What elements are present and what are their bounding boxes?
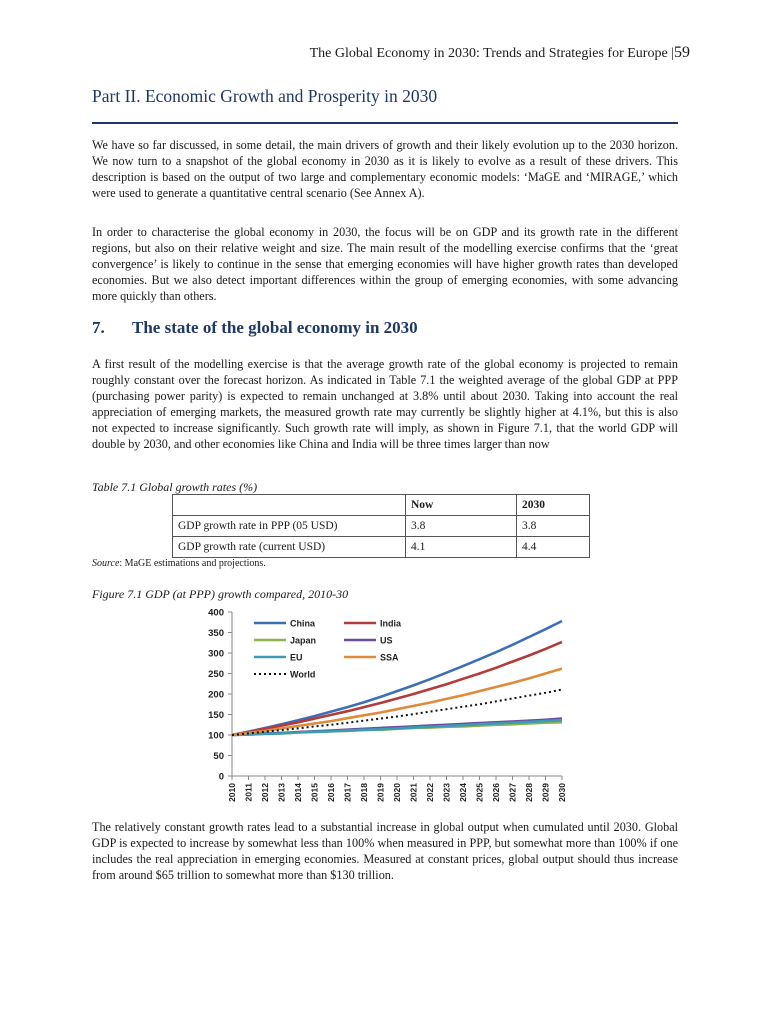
intro-paragraph-2: In order to characterise the global economy in 2030, the focus will be on GDP and its growth rate in the different regions, but also on their relative weight and size. The main result of the modelling exercise confirms that the ‘great convergence’ is likely to continue in the sense that emerging economies will have higher growth rates than developed economies. But we also detect important differences within the group of emerging economies, with some advancing more quickly than others. xyxy=(92,225,678,303)
legend-label: China xyxy=(290,618,316,629)
x-tick-label: 2016 xyxy=(326,783,336,802)
section-title-text: The state of the global economy in 2030 xyxy=(132,318,418,337)
legend-label: EU xyxy=(290,652,303,663)
source-text: : MaGE estimations and projections. xyxy=(119,558,266,569)
part-title: Part II. Economic Growth and Prosperity in 2030 xyxy=(92,86,438,106)
table-cell: 3.8 xyxy=(406,516,517,537)
y-tick-label: 50 xyxy=(213,751,224,762)
source-label: Source xyxy=(92,558,120,569)
legend-label: SSA xyxy=(380,652,399,663)
intro-paragraph-1: We have so far discussed, in some detail, the main drivers of growth and their likely evolution up to the 2030 horizon. We now turn to a snapshot of the global economy in 2030 as it is likely to evolve as a result of these drivers. This description is based on the output of two large and complementary economic models: ‘MaGE and ‘MIRAGE,’ which were used to generate a quantitative central scenario (See Annex A). xyxy=(92,138,678,200)
x-tick-label: 2024 xyxy=(458,783,468,802)
y-tick-label: 200 xyxy=(208,689,224,701)
x-tick-label: 2018 xyxy=(359,783,369,802)
x-tick-label: 2028 xyxy=(524,783,534,802)
running-title: The Global Economy in 2030: Trends and Strategies for Europe | xyxy=(309,46,674,61)
section-title xyxy=(92,318,418,338)
table-cell: 4.1 xyxy=(406,537,517,558)
x-tick-label: 2010 xyxy=(227,783,237,802)
y-tick-label: 350 xyxy=(208,628,224,639)
table-cell: GDP growth rate (current USD) xyxy=(173,537,406,558)
running-header xyxy=(310,44,690,62)
x-tick-label: 2013 xyxy=(276,783,287,802)
x-tick-label: 2019 xyxy=(375,783,386,802)
table-cell: 4.4 xyxy=(517,537,590,558)
x-tick-label: 2025 xyxy=(474,783,485,802)
figure-caption: Figure 7.1 GDP (at PPP) growth compared, 2010-30 xyxy=(92,587,349,601)
x-tick-label: 2023 xyxy=(441,783,452,802)
x-tick-label: 2020 xyxy=(392,783,402,802)
page-number: 59 xyxy=(674,44,690,61)
legend-label: Japan xyxy=(290,635,317,646)
y-tick-label: 150 xyxy=(208,710,224,721)
table-source xyxy=(92,558,266,569)
y-tick-label: 400 xyxy=(208,607,224,619)
closing-paragraph: The relatively constant growth rates lead to a substantial increase in global output when cumulated until 2030. Global GDP is expected to increase by somewhat less than 100% when measured in PPP, but somewhat more than 100% if one includes the real appreciation in emerging economies. Measured at constant prices, global output should thus increase from around $65 trillion to somewhat more than $130 trillion. xyxy=(92,820,678,882)
table-cell: 3.8 xyxy=(517,516,590,537)
table-row xyxy=(173,537,590,558)
y-tick-label: 100 xyxy=(208,730,224,742)
x-tick-label: 2017 xyxy=(342,783,353,802)
x-tick-label: 2014 xyxy=(293,783,303,802)
table-header-cell: 2030 xyxy=(517,495,590,516)
y-tick-label: 0 xyxy=(218,771,224,783)
legend-label: World xyxy=(290,669,316,680)
x-tick-label: 2026 xyxy=(491,783,501,802)
title-rule xyxy=(92,122,678,124)
x-tick-label: 2029 xyxy=(540,783,551,802)
y-tick-label: 250 xyxy=(208,669,224,680)
table-row xyxy=(173,516,590,537)
growth-rates-table xyxy=(172,494,590,558)
legend-label: India xyxy=(380,618,402,629)
series-line-china xyxy=(232,618,562,735)
section-paragraph-1: A first result of the modelling exercise is that the average growth rate of the global economy is projected to remain roughly constant over the forecast horizon. As indicated in Table 7.1 the weighted average of the global GDP at PPP (purchasing power parity) is expected to remain unchanged at 3.8% until about 2030. Taking into account the real appreciation of emerging markets, the measured growth rate may currently be slightly higher at 4.1%, but this is also not expected to increase significantly. Such growth rate will imply, as shown in Figure 7.1, that the world GDP will double by 2030, and other economies like China and India will be three times larger than now xyxy=(92,357,678,451)
x-tick-label: 2021 xyxy=(408,783,419,802)
section-number: 7. xyxy=(92,318,105,337)
legend-label: US xyxy=(380,635,393,646)
gdp-growth-chart xyxy=(180,602,580,814)
table-header-row xyxy=(173,495,590,516)
table-cell: GDP growth rate in PPP (05 USD) xyxy=(173,516,406,537)
x-tick-label: 2027 xyxy=(507,783,518,802)
y-tick-label: 300 xyxy=(208,648,224,660)
x-tick-label: 2022 xyxy=(425,783,435,802)
x-tick-label: 2012 xyxy=(260,783,270,802)
x-tick-label: 2015 xyxy=(309,783,320,802)
table-caption: Table 7.1 Global growth rates (%) xyxy=(92,480,258,494)
table-header-cell: Now xyxy=(406,495,517,516)
x-tick-label: 2011 xyxy=(243,783,254,802)
table-header-cell xyxy=(173,495,406,516)
x-tick-label: 2030 xyxy=(557,783,567,802)
